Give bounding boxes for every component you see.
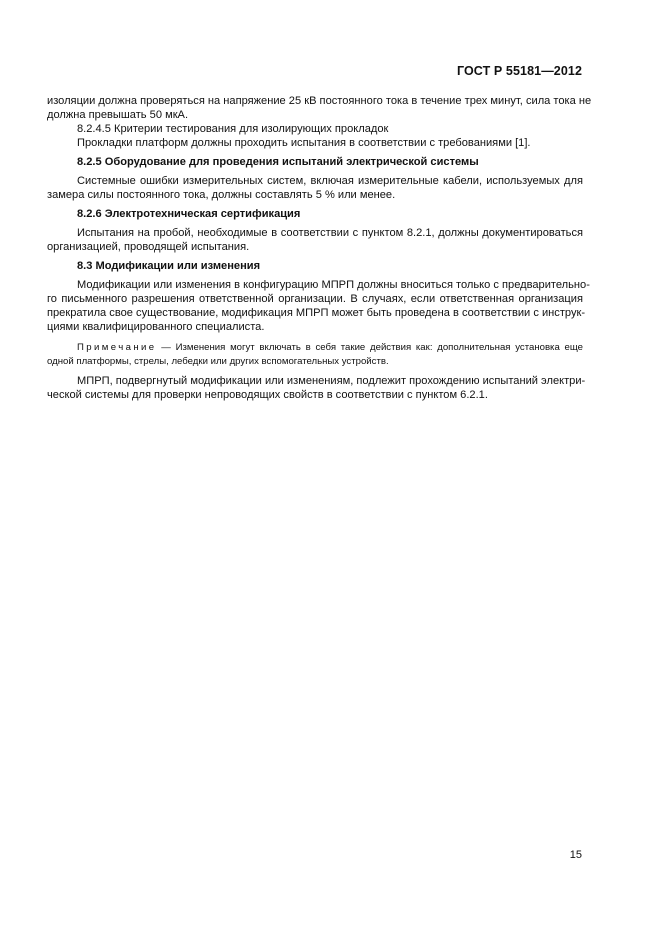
note-text: — Изменения могут включать в себя такие действия как: дополнительная установка еще — [156, 342, 583, 353]
section-8-2-6-text — [47, 226, 583, 254]
page-number: 15 — [569, 849, 582, 861]
text-line: должна превышать 50 мкА. — [47, 109, 189, 121]
text-line: Модификации или изменения в конфигурацию МПРП должны вноситься только с предварительно- — [77, 279, 590, 291]
standard-code-header: ГОСТ Р 55181—2012 — [456, 64, 582, 78]
final-paragraph — [47, 374, 586, 402]
text-line: го письменного разрешения ответственной организации. В случаях, если ответственная организация — [47, 293, 583, 305]
text-line: циями квалифицированного специалиста. — [47, 321, 265, 333]
document-body — [47, 94, 592, 402]
text-line: изоляции должна проверяться на напряжение 25 кВ постоянного тока в течение трех минут, сила тока не — [47, 95, 592, 107]
section-8-2-6-heading: 8.2.6 Электротехническая сертификация — [77, 208, 301, 220]
text-line: МПРП, подвергнутый модификации или изменениям, подлежит прохождению испытаний электри- — [77, 375, 586, 387]
section-8-2-4-5-text: Прокладки платформ должны проходить испытания в соответствии с требованиями [1]. — [77, 137, 531, 149]
text-line — [47, 341, 583, 355]
section-8-2-5-heading: 8.2.5 Оборудование для проведения испытаний электрической системы — [77, 156, 479, 168]
text-line: одной платформы, стрелы, лебедки или других вспомогательных устройств. — [47, 356, 389, 367]
section-8-3-heading: 8.3 Модификации или изменения — [77, 260, 261, 272]
text-line: организацией, проводящей испытания. — [47, 241, 250, 253]
text-line: Испытания на пробой, необходимые в соответствии с пунктом 8.2.1, должны документироваться — [77, 227, 583, 239]
note-block — [47, 341, 583, 369]
text-line: прекратила свое существование, модификация МПРП может быть проведена в соответствии с инструк- — [47, 307, 586, 319]
section-8-2-5-text — [47, 174, 583, 202]
text-line: ческой системы для проверки непроводящих свойств в соответствии с пунктом 6.2.1. — [47, 389, 488, 401]
text-line: Системные ошибки измерительных систем, включая измерительные кабели, используемых для — [77, 175, 583, 187]
section-8-2-4-5-heading: 8.2.4.5 Критерии тестирования для изолирующих прокладок — [77, 123, 389, 135]
text-line: замера силы постоянного тока, должны составлять 5 % или менее. — [47, 189, 396, 201]
section-8-3-text — [47, 278, 590, 334]
paragraph-insulation-test — [47, 94, 592, 122]
note-label: Примечание — [77, 342, 157, 353]
